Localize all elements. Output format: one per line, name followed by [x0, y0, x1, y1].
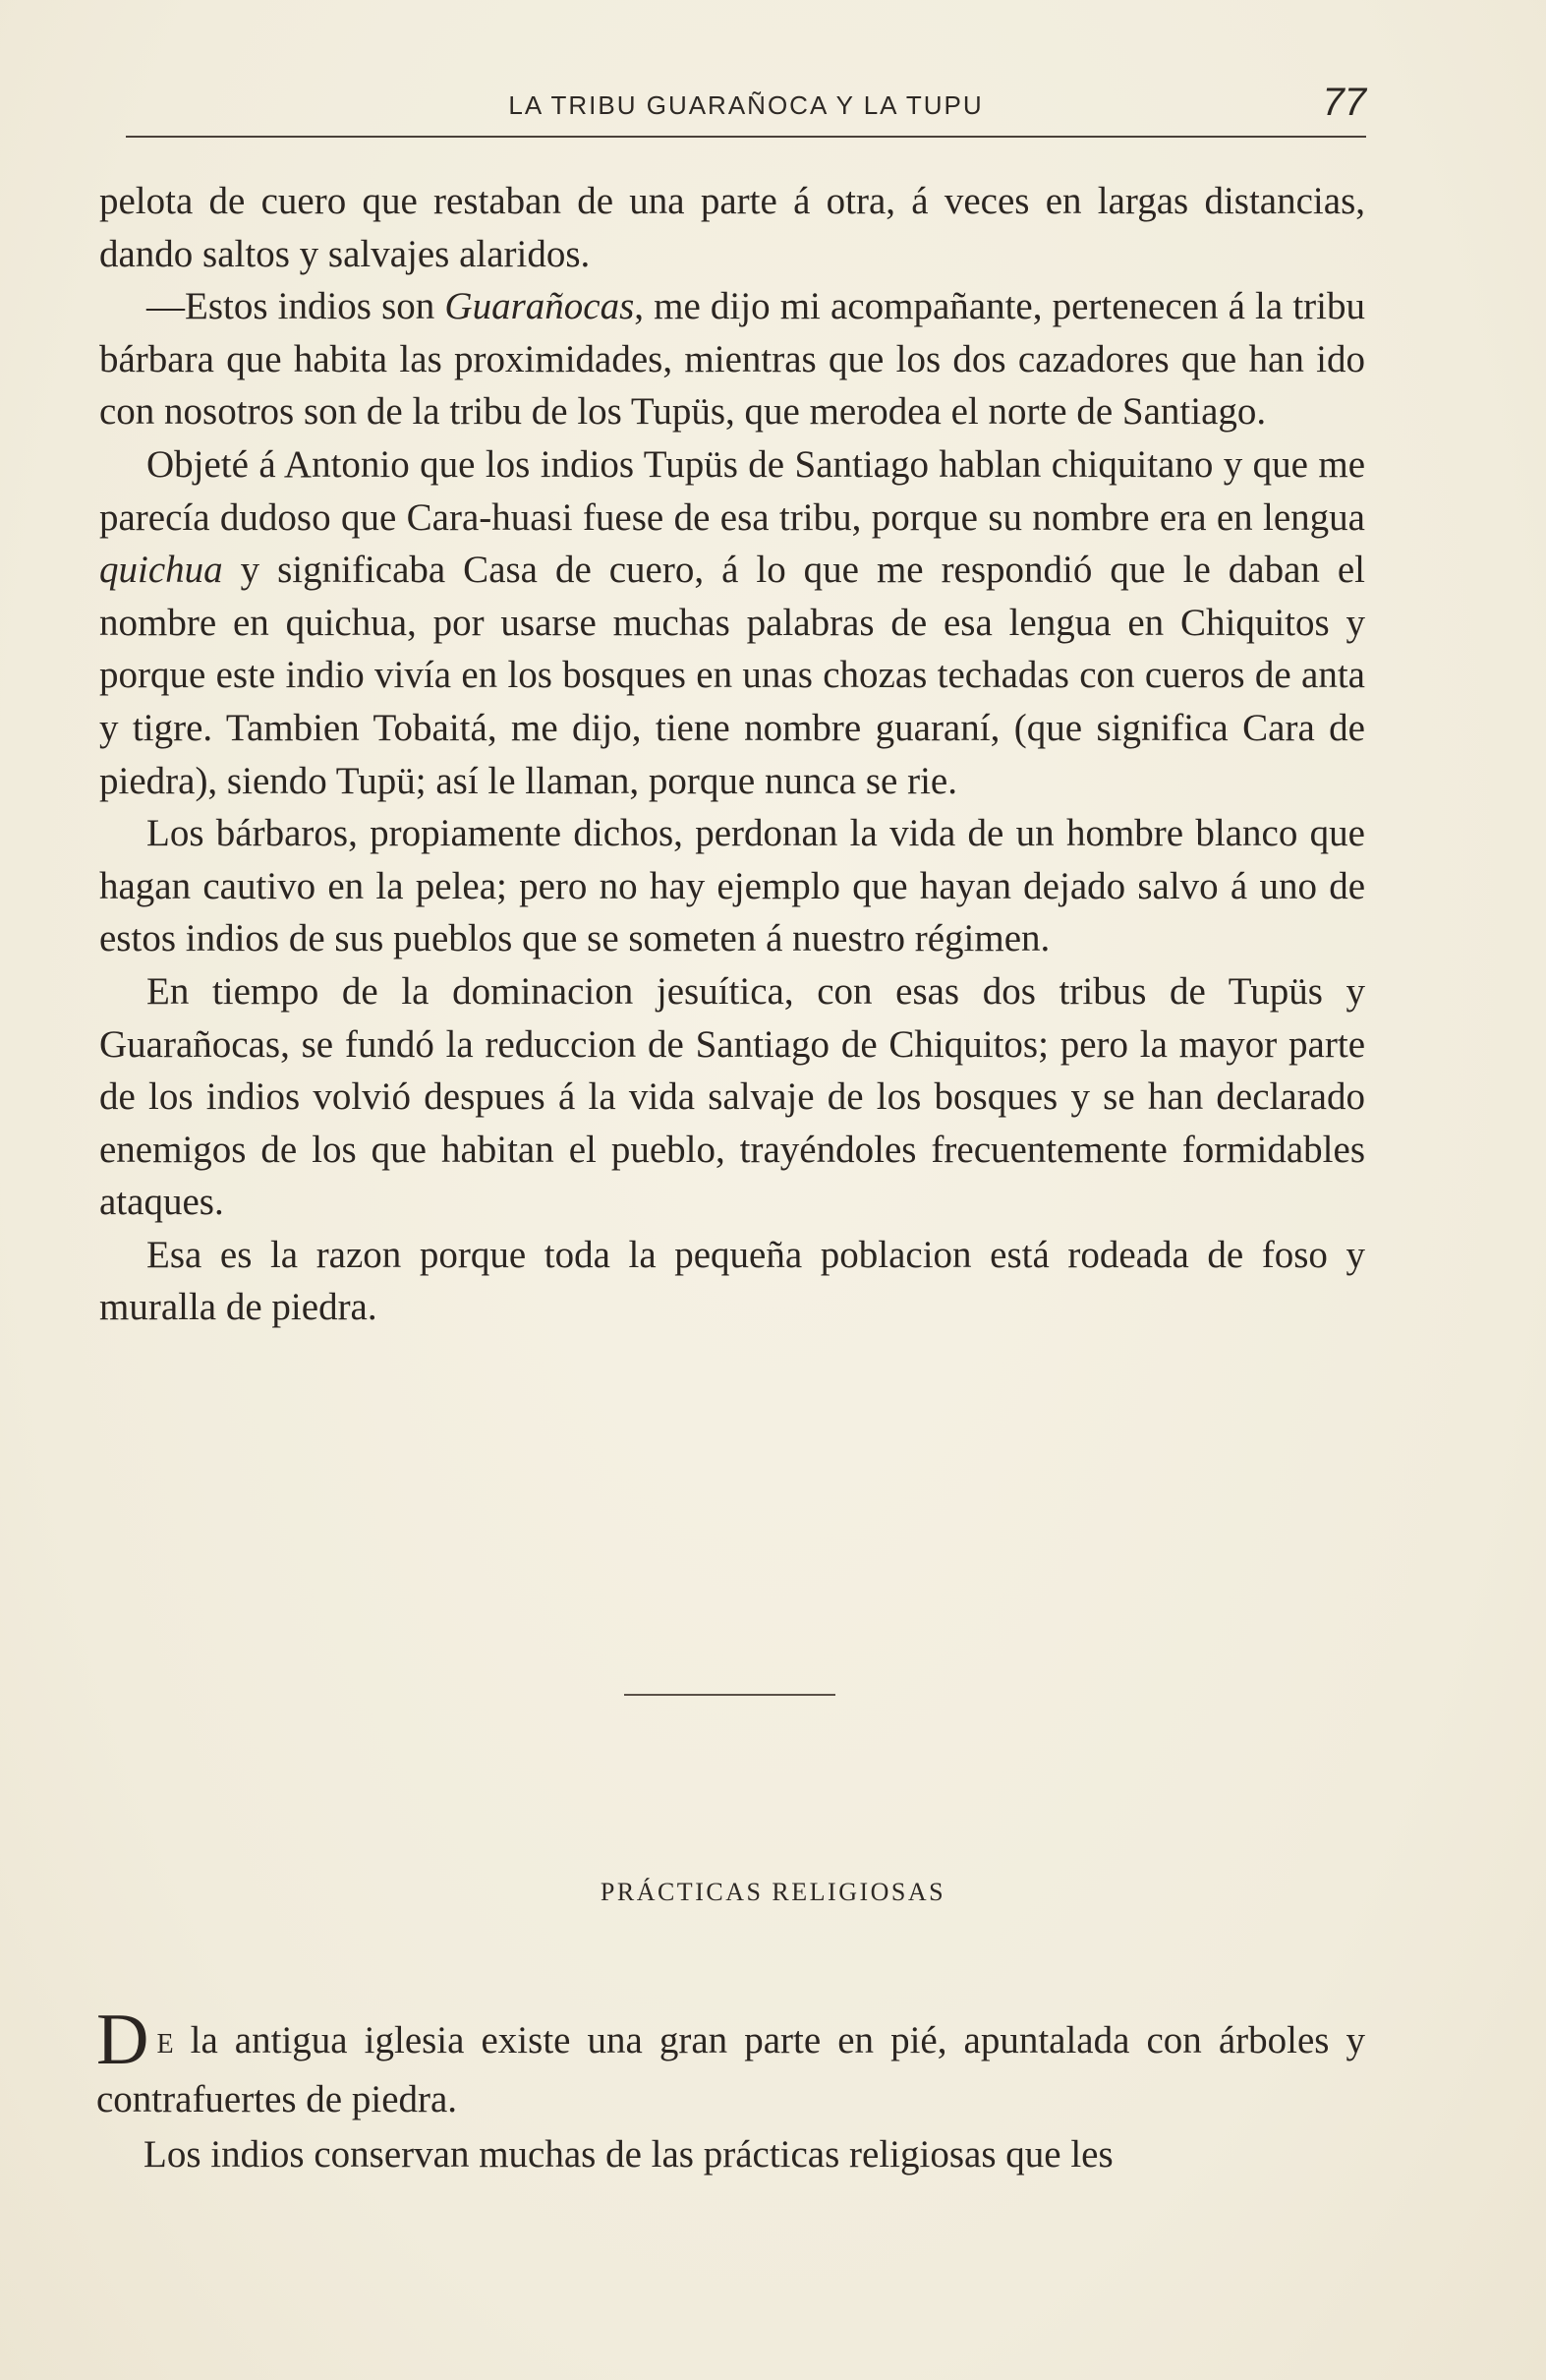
body-text: [99, 175, 1365, 1334]
running-title: LA TRIBU GUARAÑOCA Y LA TUPU: [508, 90, 984, 120]
page-number: 77: [1322, 81, 1366, 124]
section-text: [96, 2000, 1365, 2182]
paragraph-3-text-b: y significaba Casa de cuero, á lo que me respondió que le daban el nombre en quichua, por usarse muchas palabras de esa lengua en Chiquitos y porque este indio vivía en los bosques en unas chozas techadas con cueros de anta y tigre. Tambien Tobaitá, me dijo, tiene nombre guaraní, (que significa Cara de piedra), siendo Tupü; así le llaman, porque nunca se rie.: [99, 549, 1365, 802]
paragraph-3: [99, 438, 1365, 807]
paragraph-3-italic: quichua: [99, 549, 223, 592]
paragraph-3-text-a: Objeté á Antonio que los indios Tupüs de Santiago hablan chiquitano y que me parecía dudoso que Cara-huasi fuese de esa tribu, porque su nombre era en lengua: [99, 442, 1365, 539]
paragraph-2-italic: Guarañocas: [444, 285, 635, 328]
drop-cap-rest: E: [156, 2029, 174, 2060]
page-header: [126, 81, 1366, 140]
section-paragraph-1-text: la antigua iglesia existe una gran parte en pié, apuntalada con árboles y contrafuertes de piedra.: [96, 2019, 1365, 2120]
drop-cap: D: [96, 2000, 149, 2080]
paragraph-1: pelota de cuero que restaban de una parte á otra, á veces en largas distancias, dando saltos y salvajes alaridos.: [99, 180, 1365, 275]
section-divider: [624, 1694, 835, 1696]
paragraph-6: Esa es la razon porque toda la pequeña poblacion está rodeada de foso y muralla de piedra.: [99, 1233, 1365, 1329]
header-rule: [126, 136, 1366, 138]
paragraph-2-text-a: —Estos indios son: [146, 285, 445, 328]
section-paragraph-1: [96, 2000, 1365, 2127]
paragraph-2-text-b: , me dijo mi acompañante, pertenecen á la tribu bárbara que habita las proximidades, mientras que los dos cazadores que han ido con nosotros son de la tribu de los Tupüs, que merodea el norte de Santiago.: [99, 285, 1365, 434]
section-heading: PRÁCTICAS RELIGIOSAS: [600, 1878, 946, 1906]
section-paragraph-2: Los indios conservan muchas de las prácticas religiosas que les: [143, 2133, 1114, 2176]
paragraph-2: [99, 280, 1365, 438]
paragraph-4: Los bárbaros, propiamente dichos, perdonan la vida de un hombre blanco que hagan cautivo en la pelea; pero no hay ejemplo que hayan dejado salvo á uno de estos indios de sus pueblos que se someten á nuestro régimen.: [99, 812, 1365, 960]
paragraph-5: En tiempo de la dominacion jesuítica, con esas dos tribus de Tupüs y Guarañocas, se fundó la reduccion de Santiago de Chiquitos; pero la mayor parte de los indios volvió despues á la vida salvaje de los bosques y se han declarado enemigos de los que habitan el pueblo, trayéndoles frecuentemente formidables ataques.: [99, 969, 1365, 1224]
